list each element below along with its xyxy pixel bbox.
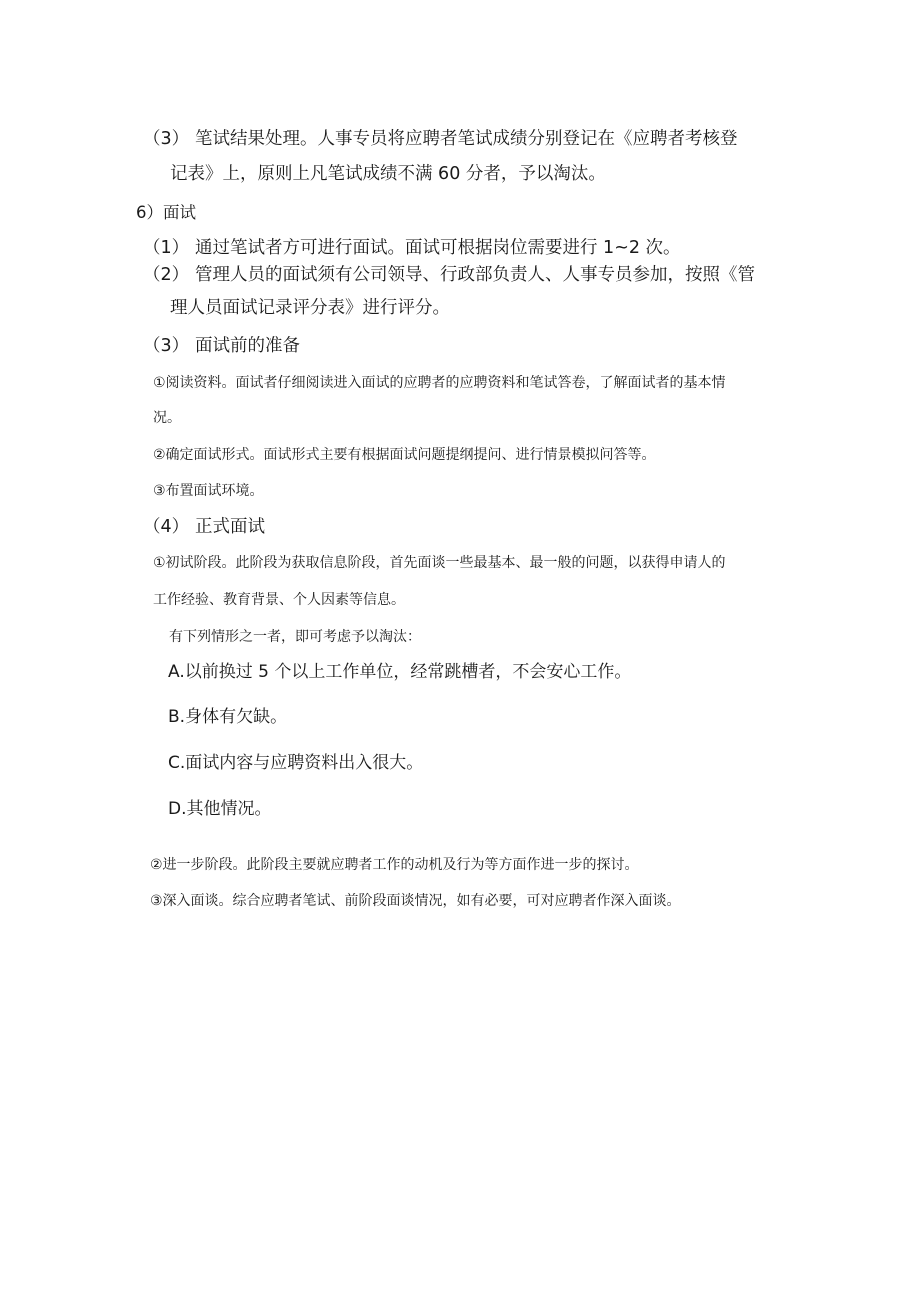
prep-item1-line1: ①阅读资料。面试者仔细阅读进入面试的应聘者的应聘资料和笔试答卷，了解面试者的基本情: [153, 375, 726, 391]
interview-item3-number: （3）: [143, 336, 190, 356]
formal-item1-line2: 工作经验、教育背景、个人因素等信息。: [153, 592, 405, 608]
interview-item2-number: （2）: [143, 265, 190, 285]
interview-item2-line1: [143, 267, 755, 285]
interview-item3: [143, 338, 300, 356]
prep-item1-line2: 况。: [153, 410, 181, 426]
formal-item2: ②进一步阶段。此阶段主要就应聘者工作的动机及行为等方面作进一步的探讨。: [150, 857, 639, 873]
option-d: D.其他情况。: [168, 799, 272, 819]
written-item3-text: 笔试结果处理。人事专员将应聘者笔试成绩分别登记在《应聘者考核登: [195, 129, 738, 149]
prep-item2: ②确定面试形式。面试形式主要有根据面试问题提纲提问、进行情景模拟问答等。: [153, 447, 656, 463]
option-b: B.身体有欠缺。: [168, 707, 288, 727]
option-a: A.以前换过 5 个以上工作单位，经常跳槽者，不会安心工作。: [168, 662, 632, 682]
interview-item1-text: 通过笔试者方可进行面试。面试可根据岗位需要进行 1~2 次。: [195, 238, 681, 258]
interview-item4-number: （4）: [143, 517, 190, 537]
written-item3-line2: 记表》上，原则上凡笔试成绩不满 60 分者，予以淘汰。: [170, 164, 606, 184]
interview-item4-text: 正式面试: [195, 517, 265, 537]
formal-item3: ③深入面谈。综合应聘者笔试、前阶段面谈情况，如有必要，可对应聘者作深入面谈。: [150, 893, 681, 909]
written-item3-number: （3）: [143, 129, 190, 149]
option-c: C.面试内容与应聘资料出入很大。: [168, 753, 424, 773]
interview-item3-text: 面试前的准备: [195, 336, 300, 356]
interview-item1-number: （1）: [143, 238, 190, 258]
interview-heading: 6）面试: [136, 203, 196, 222]
interview-item1: [143, 240, 681, 258]
interview-item2-line2: 理人员面试记录评分表》进行评分。: [170, 298, 450, 318]
formal-item1-line1: ①初试阶段。此阶段为获取信息阶段，首先面谈一些最基本、最一般的问题，以获得申请人的: [153, 555, 726, 571]
written-item3-line1: [143, 131, 738, 149]
eliminate-intro: 有下列情形之一者，即可考虑予以淘汰：: [169, 629, 421, 645]
interview-item4: [143, 519, 265, 537]
prep-item3: ③布置面试环境。: [153, 483, 264, 499]
interview-item2-text: 管理人员的面试须有公司领导、行政部负责人、人事专员参加，按照《管: [195, 265, 755, 285]
